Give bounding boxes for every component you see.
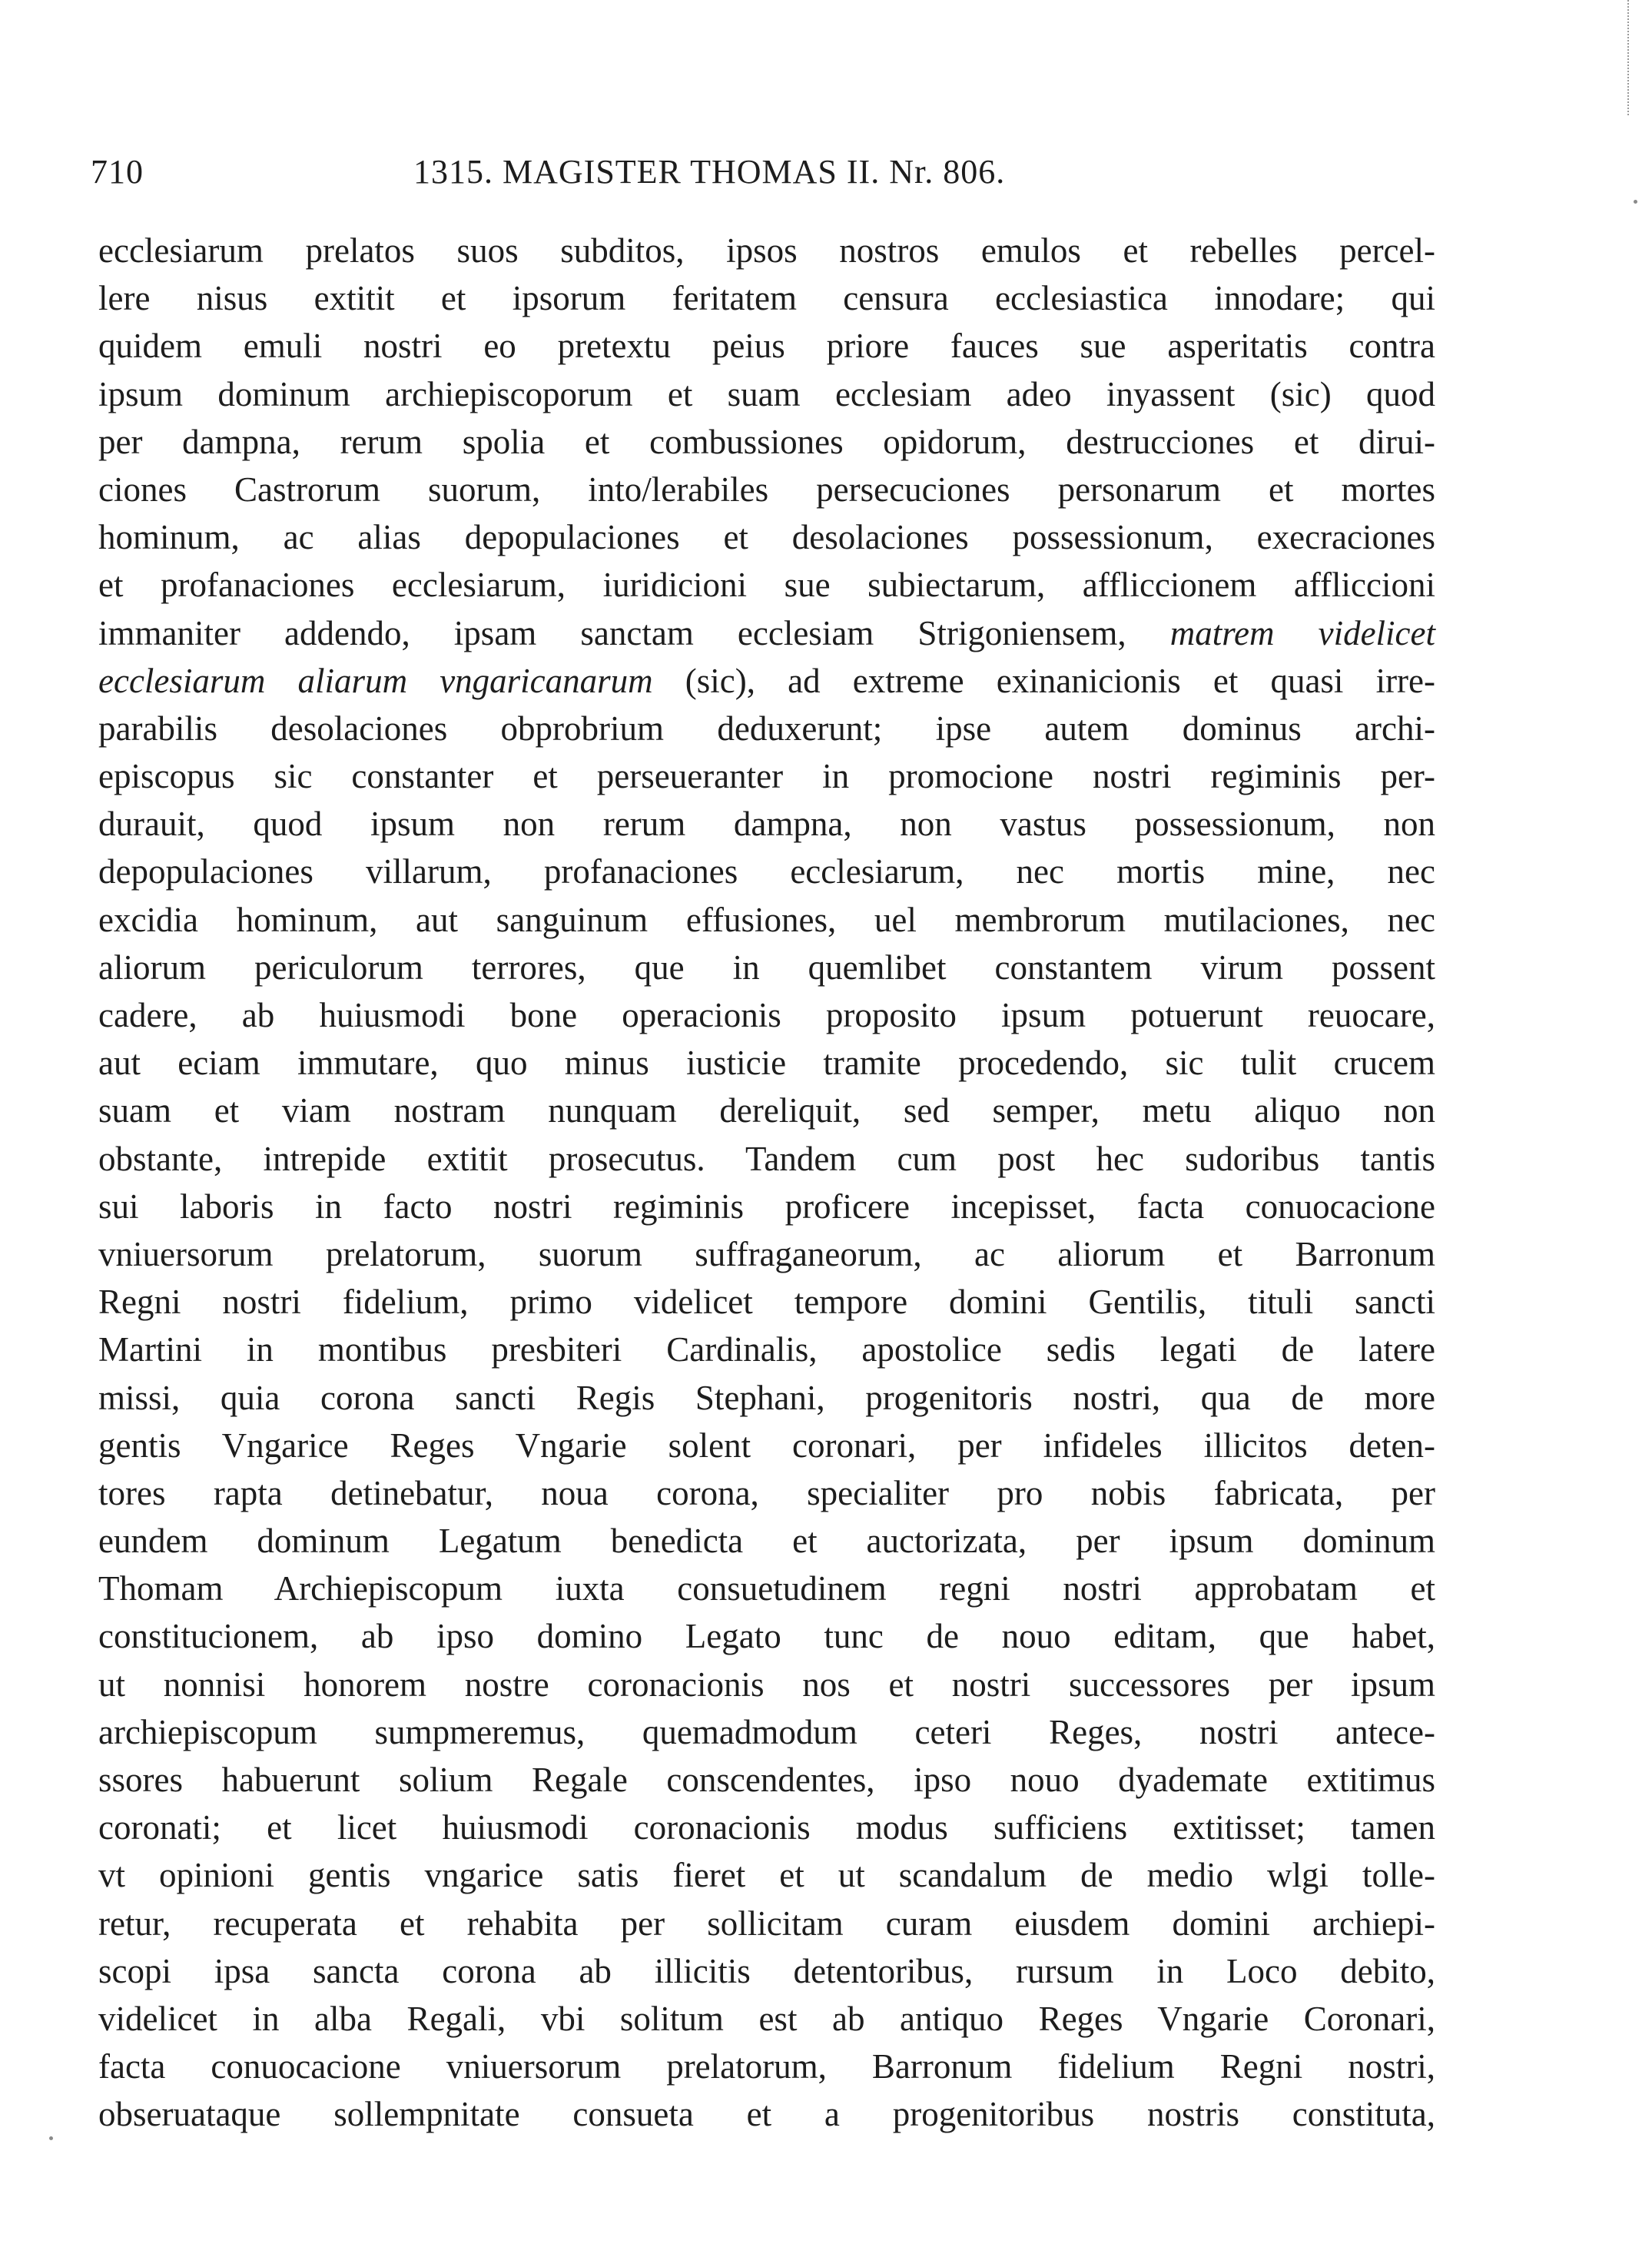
text-line: constitucionem, ab ipso domino Legato tunc de nouo editam, que habet, [98, 1617, 1435, 1656]
text-line: parabilis desolaciones obprobrium deduxerunt; ipse autem dominus archi- [98, 709, 1435, 748]
text-line: episcopus sic constanter et perseueranter in promocione nostri regiminis per- [98, 757, 1435, 796]
text-line: Martini in montibus presbiteri Cardinalis, apostolice sedis legati de latere [98, 1330, 1435, 1369]
text-line: ecclesiarum prelatos suos subditos, ipsos nostros emulos et rebelles percel- [98, 231, 1435, 270]
text-line: facta conuocacione vniuersorum prelatorum, Barronum fidelium Regni nostri, [98, 2047, 1435, 2086]
text-line: archiepiscopum sumpmeremus, quemadmodum ceteri Reges, nostri antece- [98, 1712, 1435, 1751]
text-line: obseruataque sollempnitate consueta et a progenitoribus nostris constituta, [98, 2095, 1435, 2134]
text-line: vniuersorum prelatorum, suorum suffraganeorum, ac aliorum et Barronum [98, 1234, 1435, 1273]
text-line-with-italic [98, 657, 1435, 705]
scan-speck [1634, 200, 1637, 204]
text-segment: immaniter addendo, ipsam sanctam ecclesiam Strigoniensem, [98, 613, 1170, 652]
text-line: durauit, quod ipsum non rerum dampna, non vastus possessionum, non [98, 805, 1435, 844]
text-line: hominum, ac alias depopulaciones et desolaciones possessionum, execraciones [98, 518, 1435, 557]
text-line: sui laboris in facto nostri regiminis proficere incepisset, facta conuocacione [98, 1187, 1435, 1226]
page-edge-mark [1627, 0, 1631, 115]
page-header [91, 152, 1412, 198]
italic-segment: matrem videlicet [1169, 613, 1436, 652]
text-line: retur, recuperata et rehabita per sollicitam curam eiusdem domini archiepi- [98, 1904, 1435, 1943]
body-text [98, 227, 1435, 2139]
text-line: ciones Castrorum suorum, into/lerabiles persecuciones personarum et mortes [98, 470, 1435, 509]
text-line: ipsum dominum archiepiscoporum et suam ecclesiam adeo inyassent (sic) quod [98, 374, 1435, 413]
text-line: missi, quia corona sancti Regis Stephani, progenitoris nostri, qua de more [98, 1378, 1435, 1417]
italic-segment: ecclesiarum aliarum vngaricanarum [98, 661, 653, 700]
text-line: tores rapta detinebatur, noua corona, specialiter pro nobis fabricata, per [98, 1473, 1435, 1512]
text-line: obstante, intrepide extitit prosecutus. Tandem cum post hec sudoribus tantis [98, 1139, 1435, 1178]
text-line: vt opinioni gentis vngarice satis fieret et ut scandalum de medio wlgi tolle- [98, 1856, 1435, 1895]
text-line: cadere, ab huiusmodi bone operacionis proposito ipsum potuerunt reuocare, [98, 996, 1435, 1034]
text-line: eundem dominum Legatum benedicta et auctorizata, per ipsum dominum [98, 1522, 1435, 1561]
text-segment: (sic), ad extreme exinanicionis et quasi irre- [652, 661, 1435, 700]
text-line: lere nisus extitit et ipsorum feritatem censura ecclesiastica innodare; qui [98, 279, 1435, 318]
text-line: ssores habuerunt solium Regale conscendentes, ipso nouo dyademate extitimus [98, 1761, 1435, 1799]
text-line: gentis Vngarice Reges Vngarie solent coronari, per infideles illicitos deten- [98, 1426, 1435, 1465]
text-line: aliorum periculorum terrores, que in quemlibet constantem virum possent [98, 948, 1435, 987]
text-line: quidem emuli nostri eo pretextu peius priore fauces sue asperitatis contra [98, 327, 1435, 366]
text-line: aut eciam immutare, quo minus iusticie tramite procedendo, sic tulit crucem [98, 1044, 1435, 1083]
text-line-with-italic [98, 609, 1435, 657]
text-line: et profanaciones ecclesiarum, iuridicioni sue subiectarum, affliccionem affliccioni [98, 566, 1435, 605]
text-line: ut nonnisi honorem nostre coronacionis nos et nostri successores per ipsum [98, 1665, 1435, 1704]
text-line: per dampna, rerum spolia et combussiones opidorum, destrucciones et dirui- [98, 422, 1435, 461]
text-line: Thomam Archiepiscopum iuxta consuetudinem regni nostri approbatam et [98, 1569, 1435, 1608]
text-line: videlicet in alba Regali, vbi solitum est ab antiquo Reges Vngarie Coronari, [98, 1999, 1435, 2038]
text-line: excidia hominum, aut sanguinum effusiones, uel membrorum mutilaciones, nec [98, 900, 1435, 939]
text-line: depopulaciones villarum, profanaciones ecclesiarum, nec mortis mine, nec [98, 852, 1435, 891]
scan-speck [49, 2136, 53, 2140]
running-title: 1315. MAGISTER THOMAS II. Nr. 806. [413, 153, 1006, 191]
text-line: scopi ipsa sancta corona ab illicitis detentoribus, rursum in Loco debito, [98, 1951, 1435, 1990]
text-line: coronati; et licet huiusmodi coronacionis modus sufficiens extitisset; tamen [98, 1808, 1435, 1847]
text-line: suam et viam nostram nunquam dereliquit, sed semper, metu aliquo non [98, 1091, 1435, 1130]
text-line: Regni nostri fidelium, primo videlicet tempore domini Gentilis, tituli sancti [98, 1283, 1435, 1322]
page-number: 710 [91, 153, 144, 191]
